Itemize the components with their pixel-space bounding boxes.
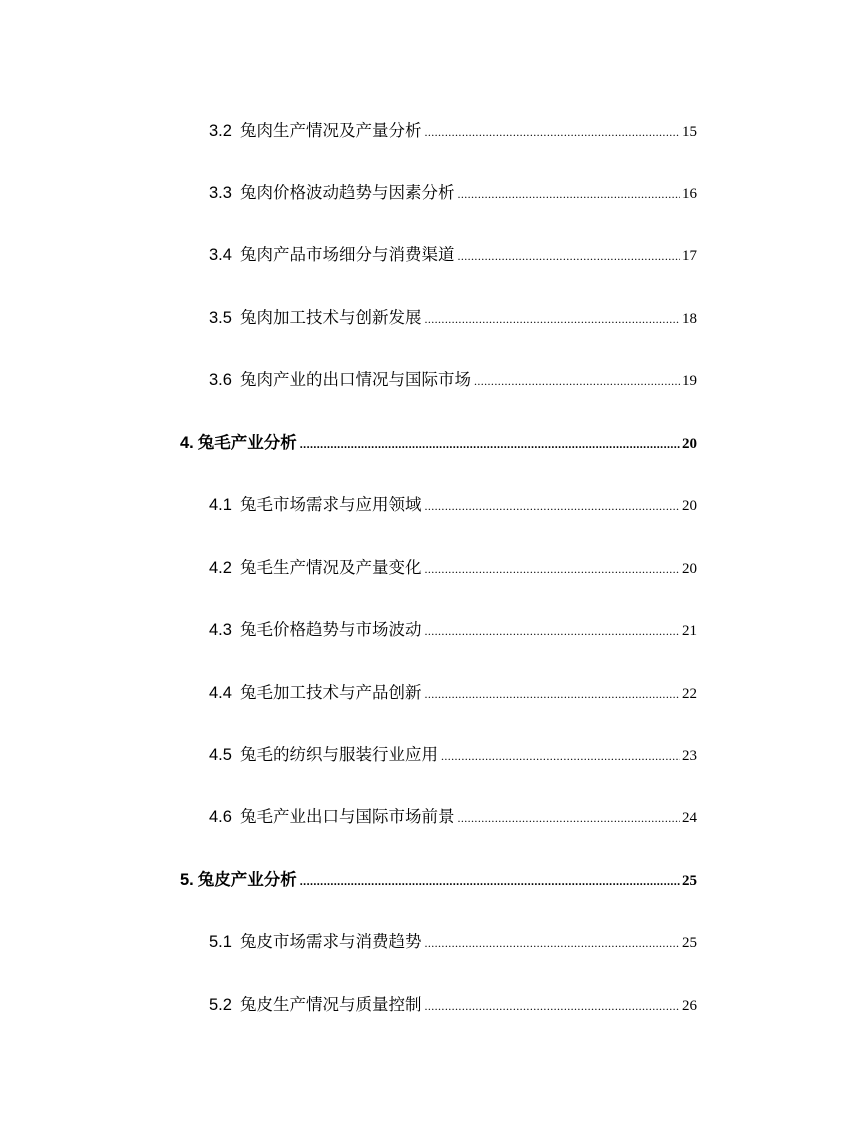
toc-entry-4-6[interactable] [209, 803, 697, 827]
toc-entry-page: 24 [682, 810, 697, 826]
dot-leader [424, 687, 680, 702]
toc-entry-5-2[interactable] [209, 991, 697, 1015]
toc-entry-page: 17 [682, 248, 697, 264]
toc-entry-page: 22 [682, 686, 697, 702]
toc-entry-5[interactable] [180, 866, 697, 890]
toc-entry-4[interactable] [180, 429, 697, 453]
dot-leader [300, 874, 680, 889]
toc-entry-page: 20 [682, 436, 697, 452]
toc-entry-title: 兔肉产业的出口情况与国际市场 [239, 371, 471, 389]
toc-entry-title: 兔肉价格波动趋势与因素分析 [239, 184, 455, 202]
toc-entry-page: 25 [682, 935, 697, 951]
toc-entry-4-1[interactable] [209, 491, 697, 515]
dot-leader [424, 936, 680, 951]
toc-entry-number: 4.5 [209, 746, 232, 764]
toc-entry-page: 16 [682, 186, 697, 202]
dot-leader [424, 312, 680, 327]
toc-entry-number: 5.1 [209, 933, 232, 951]
toc-entry-title: 兔皮产业分析 [197, 871, 297, 889]
toc-entry-number: 4.1 [209, 496, 232, 514]
toc-entry-number: 3.2 [209, 122, 232, 140]
dot-leader [424, 499, 680, 514]
toc-entry-page: 20 [682, 498, 697, 514]
toc-entry-page: 26 [682, 998, 697, 1014]
dot-leader [300, 437, 680, 452]
toc-entry-title: 兔皮市场需求与消费趋势 [239, 933, 422, 951]
toc-entry-page: 20 [682, 561, 697, 577]
toc-entry-number: 4.6 [209, 808, 232, 826]
toc-entry-5-1[interactable] [209, 928, 697, 952]
toc-entry-title: 兔肉加工技术与创新发展 [239, 309, 422, 327]
toc-entry-title: 兔毛的纺织与服装行业应用 [239, 746, 438, 764]
toc-entry-4-3[interactable] [209, 616, 697, 640]
dot-leader [457, 811, 680, 826]
toc-entry-page: 21 [682, 623, 697, 639]
toc-entry-title: 兔毛价格趋势与市场波动 [239, 621, 422, 639]
toc-entry-page: 15 [682, 124, 697, 140]
toc-entry-title: 兔毛加工技术与产品创新 [239, 684, 422, 702]
toc-entry-number: 4.3 [209, 621, 232, 639]
toc-entry-3-4[interactable] [209, 241, 697, 265]
dot-leader [457, 249, 680, 264]
toc-entry-3-6[interactable] [209, 366, 697, 390]
dot-leader [424, 125, 680, 140]
toc-entry-number: 5. [180, 871, 194, 889]
dot-leader [441, 749, 680, 764]
dot-leader [457, 187, 680, 202]
dot-leader [424, 999, 680, 1014]
toc-entry-page: 19 [682, 373, 697, 389]
toc-entry-title: 兔肉产品市场细分与消费渠道 [239, 246, 455, 264]
toc-entry-4-5[interactable] [209, 741, 697, 765]
dot-leader [424, 562, 680, 577]
toc-entry-title: 兔肉生产情况及产量分析 [239, 122, 422, 140]
toc-entry-4-2[interactable] [209, 554, 697, 578]
toc-entry-3-5[interactable] [209, 304, 697, 328]
toc-entry-number: 3.5 [209, 309, 232, 327]
toc-entry-number: 4. [180, 434, 194, 452]
toc-entry-title: 兔毛产业出口与国际市场前景 [239, 808, 455, 826]
toc-entry-3-3[interactable] [209, 179, 697, 203]
dot-leader [474, 374, 680, 389]
toc-entry-page: 25 [682, 873, 697, 889]
toc-entry-page: 23 [682, 748, 697, 764]
dot-leader [424, 624, 680, 639]
toc-entry-title: 兔毛市场需求与应用领域 [239, 496, 422, 514]
toc-entry-page: 18 [682, 311, 697, 327]
toc-entry-title: 兔毛生产情况及产量变化 [239, 559, 422, 577]
toc-entry-number: 3.6 [209, 371, 232, 389]
toc-entry-number: 3.4 [209, 246, 232, 264]
toc-entry-title: 兔皮生产情况与质量控制 [239, 996, 422, 1014]
toc-entry-title: 兔毛产业分析 [197, 434, 297, 452]
toc-entry-3-2[interactable] [209, 117, 697, 141]
toc-entry-number: 3.3 [209, 184, 232, 202]
toc-entry-4-4[interactable] [209, 679, 697, 703]
toc-entry-number: 4.2 [209, 559, 232, 577]
toc-entry-number: 4.4 [209, 684, 232, 702]
toc-entry-number: 5.2 [209, 996, 232, 1014]
